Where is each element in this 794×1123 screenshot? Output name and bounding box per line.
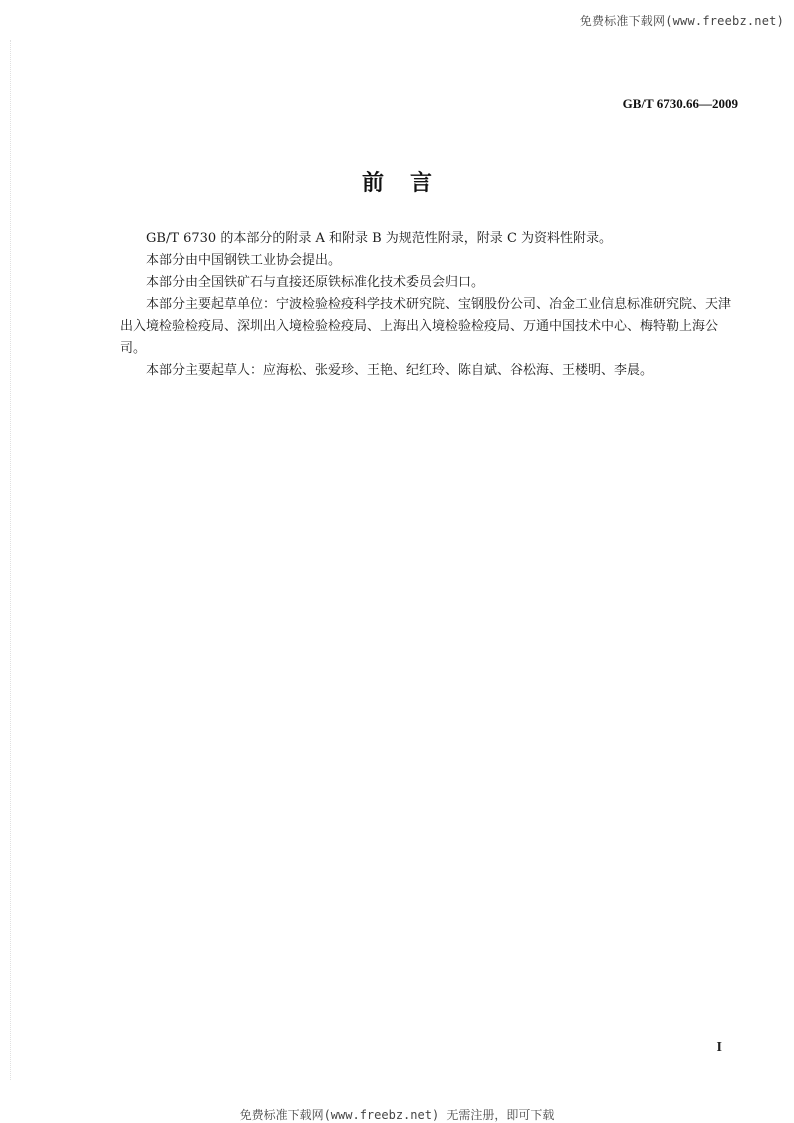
paragraph-drafting-units: 本部分主要起草单位：宁波检验检疫科学技术研究院、宝钢股份公司、冶金工业信息标准研究院、天津出入境检验检疫局、深圳出入境检验检疫局、上海出入境检验检疫局、万通中国技术中心、梅特勒上海公司。 bbox=[120, 297, 732, 356]
standard-number: GB/T 6730.66—2009 bbox=[622, 96, 738, 111]
foreword-body bbox=[120, 228, 740, 382]
page-heading: 前言 bbox=[361, 171, 458, 196]
page-number: I bbox=[716, 1040, 722, 1055]
paragraph-proposed-by: 本部分由中国钢铁工业协会提出。 bbox=[146, 253, 342, 268]
paragraph-drafters: 本部分主要起草人：应海松、张爱珍、王艳、纪红玲、陈自斌、谷松海、王楼明、李晨。 bbox=[146, 363, 654, 378]
watermark-top: 免费标准下载网(www.freebz.net) bbox=[579, 14, 784, 28]
paragraph-centralized-by: 本部分由全国铁矿石与直接还原铁标准化技术委员会归口。 bbox=[146, 275, 485, 290]
watermark-bottom: 免费标准下载网(www.freebz.net) 无需注册，即可下载 bbox=[239, 1108, 555, 1122]
paragraph-appendix-note: GB/T 6730 的本部分的附录 A 和附录 B 为规范性附录，附录 C 为资料性附录。 bbox=[146, 231, 613, 246]
